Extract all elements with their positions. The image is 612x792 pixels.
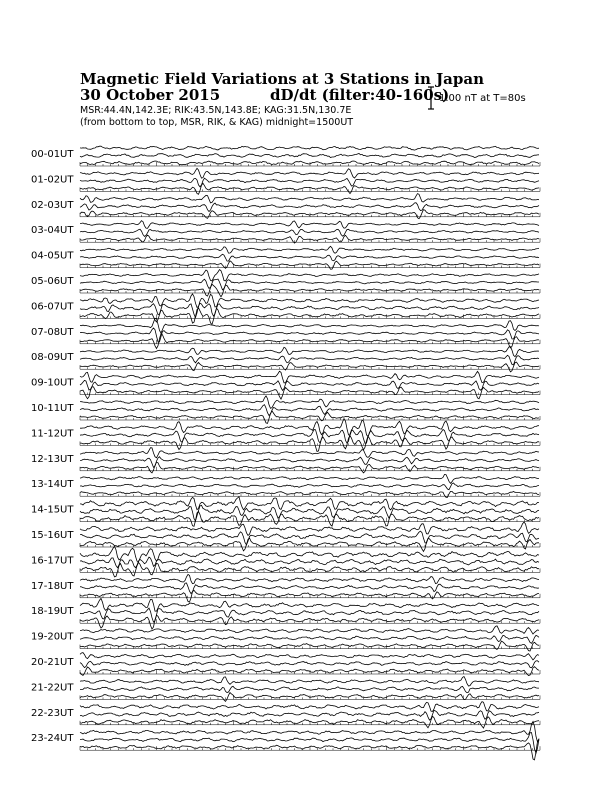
trace-kag [80,497,539,510]
hour-label: 23-24UT [31,733,74,745]
hour-row [31,146,540,166]
hour-row [31,522,540,551]
scale-bar [428,87,434,109]
trace-rik [80,661,539,668]
trace-rik [80,710,539,720]
hour-label: 20-21UT [31,657,74,668]
trace-kag [80,546,539,561]
hour-label: 03-04UT [31,225,74,237]
trace-rik [80,355,539,365]
trace-rik [80,229,539,236]
trace-rik [80,457,539,468]
hour-row [31,497,540,527]
hour-label: 01-02UT [31,174,74,186]
hour-row [31,347,540,372]
hour-row [31,371,540,399]
hour-label: 10-11UT [31,403,74,414]
hour-row [31,626,540,651]
trace-kag [80,448,539,458]
hour-row [31,221,540,243]
trace-kag [80,522,539,535]
trace-msr [80,334,539,349]
trace-rik [80,483,539,490]
trace-kag [80,677,539,687]
hour-row [31,270,540,297]
trace-kag [80,221,539,229]
trace-msr [80,308,539,325]
hour-row [31,653,540,676]
trace-rik [80,279,539,290]
trace-rik [80,531,539,545]
hour-label: 22-23UT [31,707,74,719]
chart-date: 30 October 2015 [80,86,221,104]
trace-kag [80,194,539,203]
hour-label: 00-01UT [31,149,74,160]
station-coordinates: MSR:44.4N,142.3E; RIK:43.5N,143.8E; KAG:31.5N,130.7E [80,105,352,116]
trace-kag [80,371,539,383]
trace-rik [80,203,539,212]
trace-msr [80,511,539,526]
trace-rik [80,380,539,390]
hour-label: 16-17UT [31,555,74,567]
hour-label: 04-05UT [31,250,74,262]
hour-label: 15-16UT [31,530,74,541]
trace-kag [80,318,539,333]
trace-msr [80,183,539,194]
trace-rik [80,557,539,568]
scale-bar-label: 1.00 nT at T=80s [439,93,526,104]
trace-rik [80,635,539,643]
trace-rik [80,178,539,187]
trace-msr [80,538,539,551]
trace-rik [80,405,539,416]
hour-label: 18-19UT [31,606,74,618]
filter-label: dD/dt (filter:40-160s) [270,86,450,104]
hour-label: 13-14UT [31,479,74,491]
hour-row [31,168,540,194]
trace-kag [80,294,539,308]
hour-label: 21-22UT [31,682,74,694]
trace-rik [80,254,539,261]
trace-msr [80,563,539,577]
trace-msr [80,693,539,702]
hour-row [31,722,540,760]
trace-kag [80,347,539,357]
hour-label: 06-07UT [31,301,74,313]
hour-row [31,194,540,219]
hour-row [31,448,540,473]
hour-label: 07-08UT [31,326,74,338]
hour-label: 19-20UT [31,631,74,643]
hour-row [31,598,540,629]
hour-label: 05-06UT [31,276,74,287]
hour-row [31,419,540,452]
hour-row [31,396,540,424]
trace-kag [80,146,539,150]
hour-row [31,702,540,729]
trace-kag [80,598,539,611]
trace-kag [80,653,539,660]
trace-rik [80,154,539,158]
trace-rik [80,583,539,594]
hour-label: 12-13UT [31,453,74,465]
trace-msr [80,362,539,372]
hour-row [31,546,540,577]
hour-label: 17-18UT [31,580,74,592]
trace-msr [80,641,539,651]
trace-msr [80,716,539,728]
trace-kag [80,419,539,437]
hour-label: 11-12UT [31,428,74,440]
trace-msr [80,210,539,219]
hour-label: 08-09UT [31,352,74,364]
trace-kag [80,702,539,712]
station-order-note: (from bottom to top, MSR, RIK, & KAG) midnight=1500UT [80,117,354,128]
trace-kag [80,574,539,583]
hour-row [31,574,540,602]
trace-msr [80,261,539,269]
hour-label: 09-10UT [31,377,74,389]
trace-kag [80,270,539,281]
trace-kag [80,474,539,483]
hour-row [31,318,540,348]
trace-kag [80,396,539,408]
trace-rik [80,303,539,317]
trace-msr [80,284,539,297]
hour-row [31,294,540,325]
hour-row [31,677,540,702]
trace-kag [80,168,539,178]
hour-row [31,474,540,497]
trace-rik [80,686,539,692]
hour-row [31,246,540,269]
hour-label: 14-15UT [31,504,74,516]
trace-msr [80,411,539,423]
hour-label: 02-03UT [31,199,74,211]
trace-msr [80,462,539,473]
chart-title: Magnetic Field Variations at 3 Stations in Japan [80,70,485,88]
trace-kag [80,246,539,253]
trace-kag [80,626,539,634]
